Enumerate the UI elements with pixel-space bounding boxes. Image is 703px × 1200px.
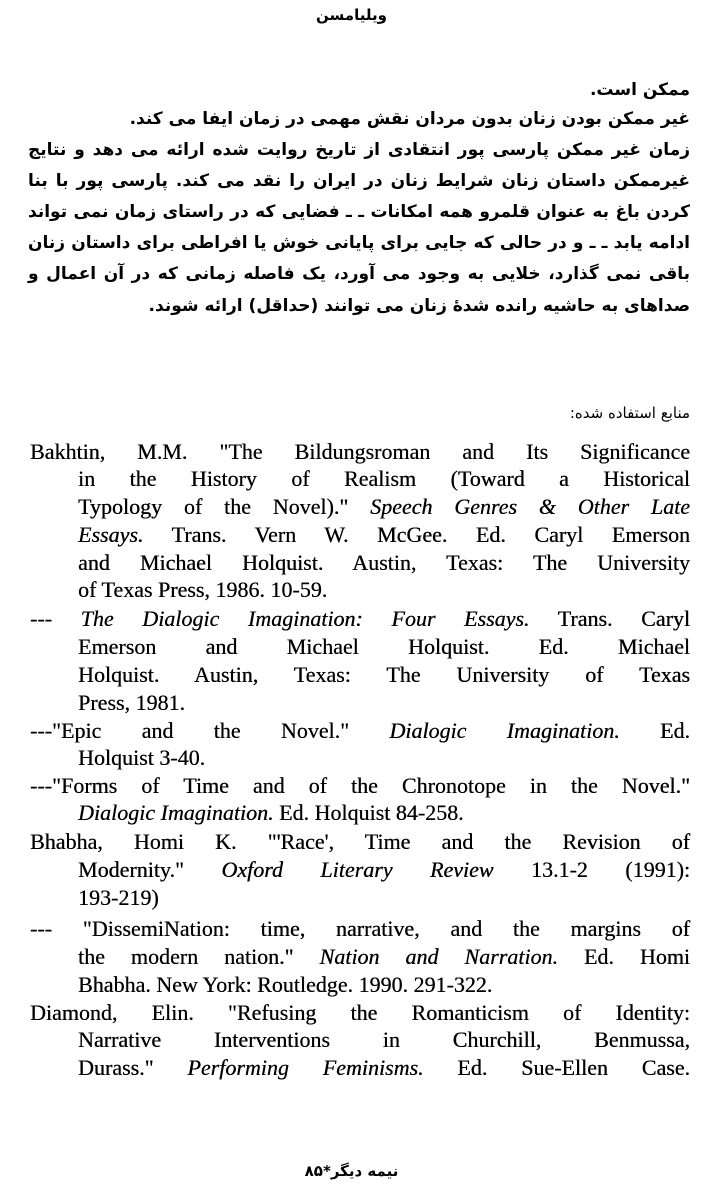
reference-entry-line: [78, 1026, 690, 1054]
persian-line: ممکن است.: [589, 80, 690, 100]
reference-text: 193-219): [78, 885, 159, 910]
reference-entry-line: [78, 1054, 690, 1082]
reference-text: Bhabha, Homi K. "'Race', Time and the Revision of: [30, 829, 690, 854]
reference-text: Holquist. Austin, Texas: The University of Texas: [78, 662, 690, 687]
reference-text: Modernity.": [78, 857, 222, 882]
reference-entry-line: [78, 661, 690, 689]
persian-line: کردن باغ به عنوان قلمرو همه امکانات ـ ـ فضایی که در راستای زمان نمی تواند: [28, 202, 690, 222]
reference-text: Narrative Interventions in Churchill, Benmussa,: [78, 1027, 690, 1052]
reference-entry-line: [78, 856, 690, 884]
reference-title: Nation and Narration.: [319, 944, 558, 969]
persian-line: زمان غیر ممکن پارسی پور انتقادی از تاریخ روایت شده ارائه می دهد و نتایج: [28, 140, 690, 160]
reference-title: Dialogic Imagination.: [389, 718, 620, 743]
reference-entry-line: [78, 576, 690, 604]
reference-entry-start: [30, 438, 690, 466]
reference-entry-line: [78, 971, 690, 999]
persian-line: صداهای به حاشیه رانده شدهٔ زنان می توانند (حداقل) ارائه شوند.: [148, 296, 690, 316]
reference-text: Bakhtin, M.M. "The Bildungsroman and Its Significance: [30, 439, 690, 464]
reference-text: Press, 1981.: [78, 690, 185, 715]
reference-text: Ed. Holquist 84-258.: [273, 800, 464, 825]
reference-text: Trans. Vern W. McGee. Ed. Caryl Emerson: [143, 522, 690, 547]
running-header: ویلیامسن: [316, 6, 387, 24]
persian-line: ادامه یابد ـ ـ و در حالی که جایی برای پایانی خوش یا افراطی برای داستان زنان: [28, 233, 690, 253]
persian-line: باقی نمی گذارد، خلایی به وجود می آورد، یک فاصله زمانی که در آن اعمال و: [28, 264, 690, 284]
reference-text: the modern nation.": [78, 944, 320, 969]
reference-entry-line: [78, 689, 690, 717]
reference-title: Dialogic Imagination.: [78, 800, 274, 825]
reference-text: 13.1-2 (1991):: [493, 857, 691, 882]
reference-text: Emerson and Michael Holquist. Ed. Michael: [78, 634, 690, 659]
reference-text: Holquist 3-40.: [78, 745, 206, 770]
reference-entry-line: [78, 493, 690, 521]
works-cited-heading: منابع استفاده شده:: [569, 404, 690, 422]
reference-text: Ed.: [619, 718, 690, 743]
reference-text: Bhabha. New York: Routledge. 1990. 291-322.: [78, 972, 493, 997]
reference-entry-line: [78, 465, 690, 493]
reference-entry-line: [78, 744, 690, 772]
reference-entry-line: [78, 943, 690, 971]
reference-text: ---"Forms of Time and of the Chronotope in the Novel.": [30, 773, 690, 798]
reference-text: ---"Epic and the Novel.": [30, 718, 390, 743]
reference-title: The Dialogic Imagination: Four Essays.: [80, 606, 530, 631]
reference-entry-line: [78, 633, 690, 661]
reference-entry-line: [78, 799, 690, 827]
reference-title: Speech Genres & Other Late: [370, 494, 690, 519]
reference-text: Typology of the Novel).": [78, 494, 371, 519]
reference-entry-line: [78, 521, 690, 549]
reference-entry-start: [30, 915, 690, 943]
reference-entry-line: [78, 884, 690, 912]
reference-text: Ed. Sue-Ellen Case.: [423, 1055, 690, 1080]
reference-title: Oxford Literary Review: [221, 857, 494, 882]
reference-text: --- "DissemiNation: time, narrative, and the margins of: [30, 916, 690, 941]
reference-text: ---: [30, 606, 81, 631]
reference-entry-start: [30, 772, 690, 800]
reference-text: in the History of Realism (Toward a Historical: [78, 466, 690, 491]
reference-text: of Texas Press, 1986. 10-59.: [78, 577, 328, 602]
reference-title: Performing Feminisms.: [187, 1055, 424, 1080]
reference-text: Trans. Caryl: [529, 606, 691, 631]
reference-title: Essays.: [78, 522, 144, 547]
page-footer: نیمه دیگر*۸۵: [304, 1162, 399, 1180]
persian-line: غیرممکن داستان زنان شرایط زنان در ایران را نقد می کند. پارسی پور با بنا: [28, 171, 690, 191]
reference-text: and Michael Holquist. Austin, Texas: The University: [78, 550, 690, 575]
reference-text: Diamond, Elin. "Refusing the Romanticism of Identity:: [30, 1000, 690, 1025]
reference-text: Durass.": [78, 1055, 188, 1080]
reference-entry-start: [30, 605, 690, 633]
reference-entry-start: [30, 717, 690, 745]
reference-entry-line: [78, 549, 690, 577]
persian-line: غیر ممکن بودن زنان بدون مردان نقش مهمی در زمان ایفا می کند.: [129, 109, 690, 129]
reference-entry-start: [30, 828, 690, 856]
reference-text: Ed. Homi: [557, 944, 690, 969]
reference-entry-start: [30, 999, 690, 1027]
